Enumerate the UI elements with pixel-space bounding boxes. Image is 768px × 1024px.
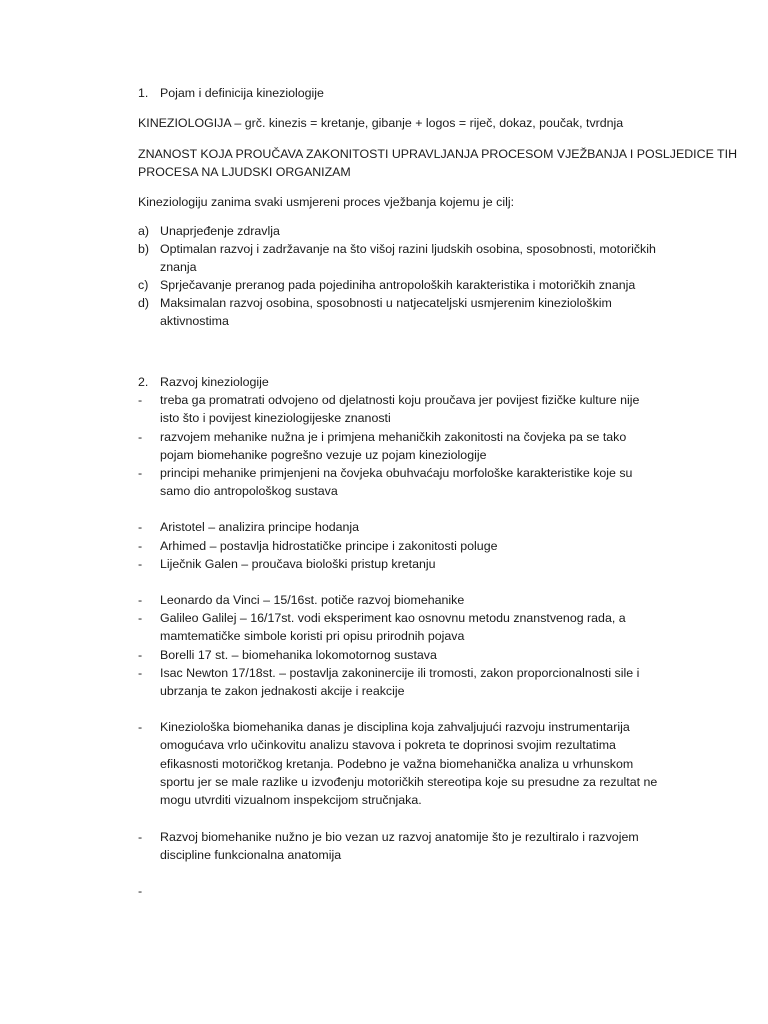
list-item	[138, 718, 658, 809]
list-item-text: Kineziološka biomehanika danas je disciplina koja zahvaljujući razvoju instrumentarija omogućava vrlo učinkovitu analizu stavova i pokreta te doprinosi svojim rezultatima efikasnosti motoričkog kretanja. Podebno je važna biomehanička analiza u vrhunskom sportu jer se male razlike u izvođenju motoričkih stereotipa koje su presudne za rezultat ne mogu utvrditi vizualnom inspekcijom stručnjaka.	[160, 720, 658, 808]
list-item-text: Galileo Galilej – 16/17st. vodi eksperiment kao osnovnu metodu znanstvenog rada, a mamtematičke simbole koristi pri opisu prirodnih pojava	[160, 611, 626, 644]
trailing-dash: -	[138, 884, 143, 898]
section-1-number: 1.	[138, 86, 149, 100]
list-item-text: Borelli 17 st. – biomehanika lokomotornog sustava	[160, 648, 437, 662]
goal-marker: c)	[138, 278, 149, 292]
dash-marker: -	[138, 520, 143, 534]
dash-marker: -	[138, 393, 143, 407]
section-1-title: Pojam i definicija kineziologije	[160, 86, 324, 100]
dash-marker: -	[138, 466, 143, 480]
dash-marker: -	[138, 430, 143, 444]
definition-line-2: PROCESA NA LJUDSKI ORGANIZAM	[138, 165, 351, 179]
goal-item-d	[138, 294, 658, 331]
goal-item-a	[138, 222, 658, 240]
list-item-text: Leonardo da Vinci – 15/16st. potiče razvoj biomehanike	[160, 593, 465, 607]
goal-marker: d)	[138, 296, 150, 310]
list-item	[138, 591, 658, 609]
dash-marker: -	[138, 648, 143, 662]
goal-text: Maksimalan razvoj osobina, sposobnosti u natjecateljski usmjerenim kineziološkim aktivnostima	[160, 296, 612, 329]
list-item-text: Liječnik Galen – proučava biološki pristup kretanju	[160, 557, 436, 571]
dash-marker: -	[138, 830, 143, 844]
section-2-heading	[138, 373, 658, 391]
section-1-heading	[138, 84, 658, 102]
list-item	[138, 391, 658, 428]
list-item-text: Arhimed – postavlja hidrostatičke principe i zakonitosti poluge	[160, 539, 498, 553]
definition-line-1: ZNANOST KOJA PROUČAVA ZAKONITOSTI UPRAVLJANJA PROCESOM VJEŽBANJA I POSLJEDICE TIH	[138, 147, 738, 161]
list-item	[138, 518, 658, 536]
list-item-text: treba ga promatrati odvojeno od djelatnosti koju proučava jer povijest fizičke kulture nije isto što i povijest kineziologijeske znanosti	[160, 393, 640, 426]
goal-text: Sprječavanje preranog pada pojediniha antropoloških karakteristika i motoričkih znanja	[160, 278, 636, 292]
list-item	[138, 464, 658, 501]
list-item	[138, 664, 658, 701]
list-item-text: Aristotel – analizira principe hodanja	[160, 520, 360, 534]
section-2-title: Razvoj kineziologije	[160, 375, 269, 389]
list-item	[138, 555, 658, 573]
list-item	[138, 609, 658, 646]
etymology-line: KINEZIOLOGIJA – grč. kinezis = kretanje, gibanje + logos = riječ, dokaz, poučak, tvrdnja	[138, 116, 624, 130]
list-item	[138, 828, 658, 865]
dash-marker: -	[138, 666, 143, 680]
goal-item-c	[138, 276, 658, 294]
goal-text: Unaprjeđenje zdravlja	[160, 224, 280, 238]
goal-item-b	[138, 240, 658, 277]
list-item	[138, 646, 658, 664]
goal-marker: b)	[138, 242, 150, 256]
list-item	[138, 537, 658, 555]
dash-marker: -	[138, 611, 143, 625]
dash-marker: -	[138, 720, 143, 734]
list-item-text: Isac Newton 17/18st. – postavlja zakoninercije ili tromosti, zakon proporcionalnosti sile i ubrzanja te zakon jednakosti akcije i reakcije	[160, 666, 640, 699]
goals-intro: Kineziologiju zanima svaki usmjereni proces vježbanja kojemu je cilj:	[138, 195, 515, 209]
goal-text: Optimalan razvoj i zadržavanje na što višoj razini ljudskih osobina, sposobnosti, motoričkih znanja	[160, 242, 656, 275]
list-item	[138, 428, 658, 465]
goal-marker: a)	[138, 224, 150, 238]
section-2-number: 2.	[138, 375, 149, 389]
dash-marker: -	[138, 539, 143, 553]
list-item-text: Razvoj biomehanike nužno je bio vezan uz razvoj anatomije što je rezultiralo i razvojem discipline funkcionalna anatomija	[160, 830, 639, 863]
list-item-text: principi mehanike primjenjeni na čovjeka obuhvaćaju morfološke karakteristike koje su samo dio antropološkog sustava	[160, 466, 633, 499]
dash-marker: -	[138, 557, 143, 571]
dash-marker: -	[138, 593, 143, 607]
list-item-text: razvojem mehanike nužna je i primjena mehaničkih zakonitosti na čovjeka pa se tako pojam biomehanike pogrešno vezuje uz pojam kineziologije	[160, 430, 627, 463]
